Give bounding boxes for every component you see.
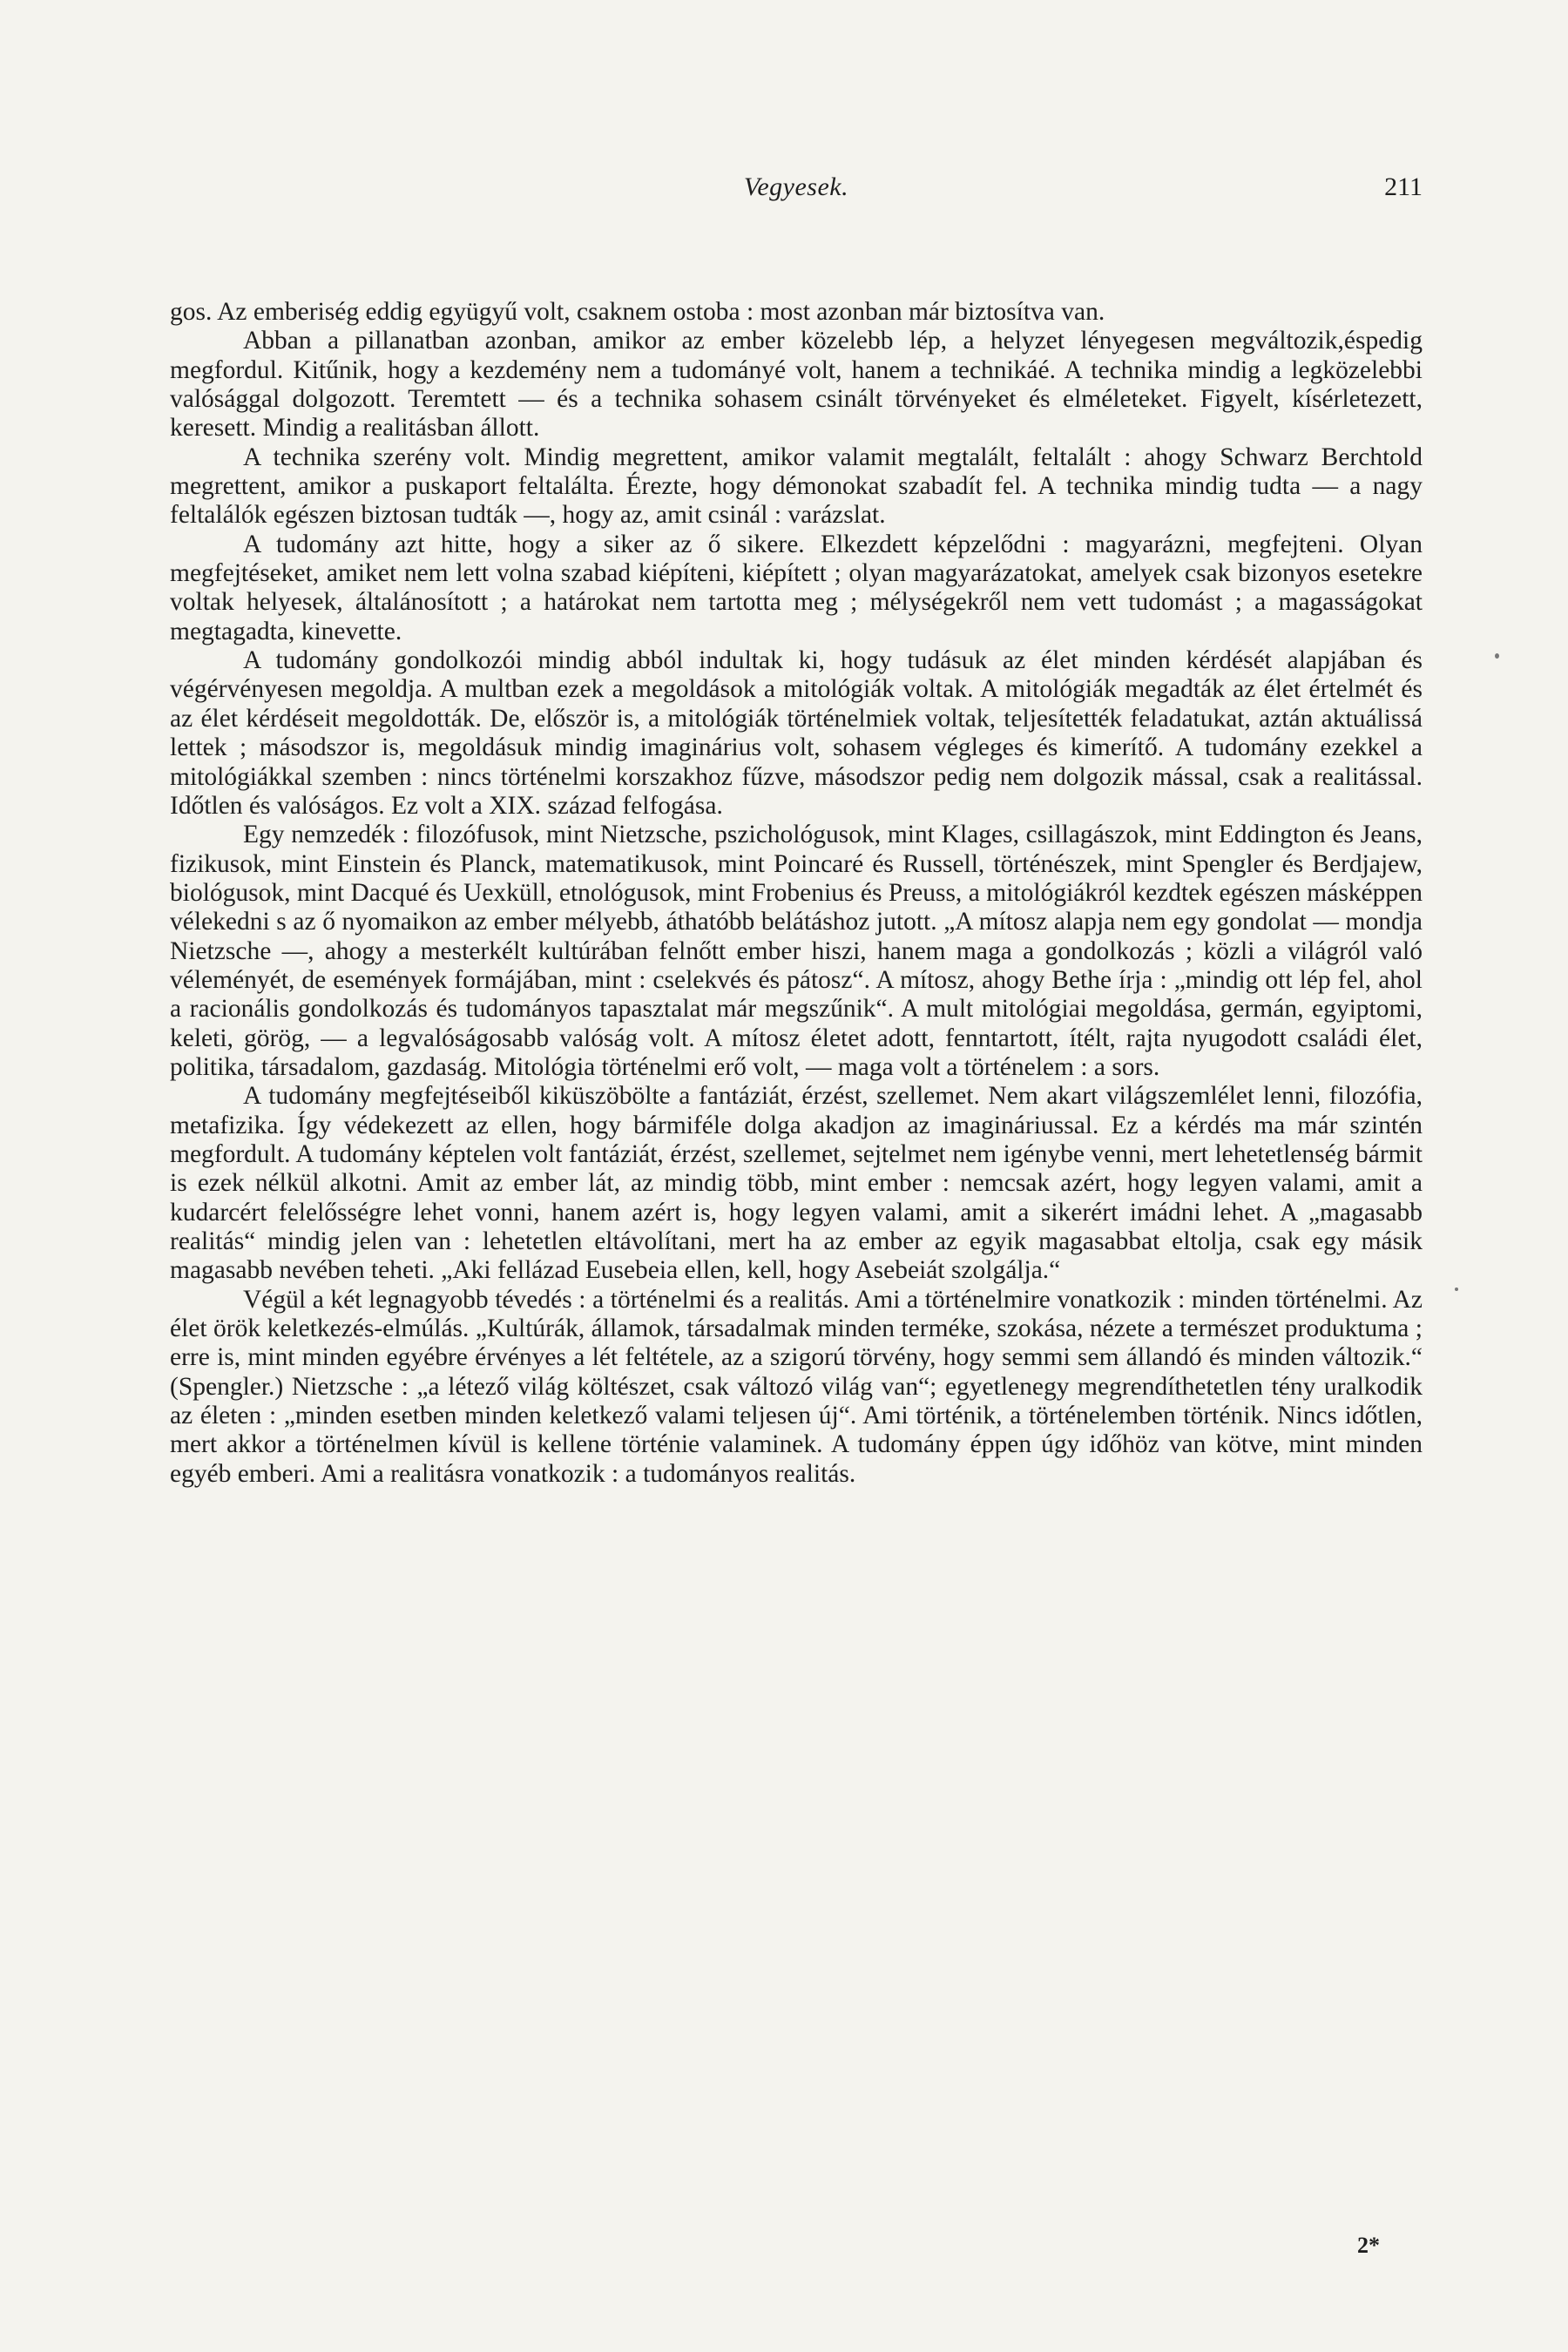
paragraph-6: Egy nemzedék : filozófusok, mint Nietzsche, pszichológusok, mint Klages, csillagászok, mint Eddington és Jeans, fizikusok, mint Einstein és Planck, matematikusok, mint Poincaré és Russell, történészek, mint Spengler és Berdjajew, biológusok, mint Dacqué és Uexküll, etnológusok, mint Frobenius és Preuss, a mitológiákról kezdtek egészen másképpen vélekedni s az ő nyomaikon az ember mélyebb, áthatóbb belátáshoz jutott. „A mítosz alapja nem egy gondolat — mondja Nietzsche —, ahogy a mesterkélt kultúrában felnőtt ember hiszi, hanem maga a gondolkozás ; közli a világról való véleményét, de események formájában, mint : cselekvés és pátosz“. A mítosz, ahogy Bethe írja : „mindig ott lép fel, ahol a racionális gondolkozás és tudományos tapasztalat már megszűnik“. A mult mitológiai megoldása, germán, egyiptomi, keleti, görög, — a legvalóságosabb valóság volt. A mítosz életet adott, fenntartott, ítélt, rajta nyugodott családi élet, politika, társadalom, gazdaság. Mitológia történelmi erő volt, — maga volt a történelem : a sors. [170, 821, 1423, 1081]
paragraph-7: A tudomány megfejtéseiből kiküszöbölte a fantáziát, érzést, szellemet. Nem akart világszemlélet lenni, filozófia, metafizika. Így védekezett az ellen, hogy bármiféle dolga akadjon az imagináriussal. Ez a kérdés ma már szintén megfordult. A tudomány képtelen volt fantáziát, érzést, szellemet, sejtelmet nem igénybe venni, mert lehetetlenség bármit is ezek nélkül alkotni. Amit az ember lát, az mindig több, mint ember : nemcsak azért, hogy legyen valami, amit a kudarcért felelősségre lehet vonni, hanem azért is, hogy legyen valami, amit a sikerért imádni lehet. A „magasabb realitás“ mindig jelen van : lehetetlen eltávolítani, mert ha az ember az egyik magasabbat eltolja, csak egy másik magasabb nevében teheti. „Aki fellázad Eusebeia ellen, kell, hogy Asebeiát szolgálja.“ [170, 1082, 1423, 1285]
signature-mark: 2* [1357, 2233, 1380, 2258]
paper-speck [1455, 1288, 1458, 1291]
running-head [170, 172, 1423, 216]
running-title: Vegyesek. [743, 172, 849, 201]
paragraph-3: A technika szerény volt. Mindig megrettent, amikor valamit megtalált, feltalált : ahogy Schwarz Berchtold megrettent, amikor a puskaport feltalálta. Érezte, hogy démonokat szabadít fel. A technika mindig tudta — a nagy feltalálók egészen biztosan tudták —, hogy az, amit csinál : varázslat. [170, 443, 1423, 530]
page-number: 211 [1384, 172, 1423, 201]
paragraph-8: Végül a két legnagyobb tévedés : a történelmi és a realitás. Ami a történelmire vonatkozik : minden történelmi. Az élet örök keletkezés-elmúlás. „Kultúrák, államok, társadalmak minden terméke, szokása, nézete a természet produktuma ; erre is, mint minden egyébre érvényes a lét feltétele, az a szigorú törvény, hogy semmi sem állandó és minden változik.“ (Spengler.) Nietzsche : „a létező világ költészet, csak változó világ van“; egyetlenegy megrendíthetetlen tény uralkodik az életen : „minden esetben minden keletkező valami teljesen új“. Ami történik, a történelemben történik. Nincs időtlen, mert akkor a történelmen kívül is kellene történie valaminek. A tudomány éppen úgy időhöz van kötve, mint minden egyéb emberi. Ami a realitásra vonatkozik : a tudományos realitás. [170, 1285, 1423, 1488]
paper-speck [1495, 653, 1499, 659]
paragraph-1: gos. Az emberiség eddig együgyű volt, csaknem ostoba : most azonban már biztosítva van. [170, 298, 1105, 326]
body-text [170, 298, 1423, 1489]
paragraph-4: A tudomány azt hitte, hogy a siker az ő sikere. Elkezdett képzelődni : magyarázni, megfejteni. Olyan megfejtéseket, amiket nem lett volna szabad kiépíteni, kiépített ; olyan magyarázatokat, amelyek csak bizonyos esetekre voltak helyesek, általánosított ; a határokat nem tartotta meg ; mélységekről nem vett tudomást ; a magasságokat megtagadta, kinevette. [170, 530, 1423, 645]
paragraph-5: A tudomány gondolkozói mindig abból indultak ki, hogy tudásuk az élet minden kérdését alapjában és végérvényesen megoldja. A multban ezek a megoldások a mitológiák voltak. A mitológiák megadták az élet értelmét és az élet kérdéseit megoldották. De, először is, a mitológiák történelmiek voltak, teljesítették feladatukat, aztán aktuálissá lettek ; másodszor is, megoldásuk mindig imaginárius volt, sohasem végleges és kimerítő. A tudomány ezekkel a mitológiákkal szemben : nincs történelmi korszakhoz fűzve, másodszor pedig nem dolgozik mással, csak a realitással. Időtlen és valóságos. Ez volt a XIX. század felfogása. [170, 646, 1423, 820]
paragraph-2: Abban a pillanatban azonban, amikor az ember közelebb lép, a helyzet lényegesen megváltozik,éspedig megfordul. Kitűnik, hogy a kezdemény nem a tudományé volt, hanem a technikáé. A technika mindig a legközelebbi valósággal dolgozott. Teremtett — és a technika sohasem csinált törvényeket és elméleteket. Figyelt, kísérletezett, keresett. Mindig a realitásban állott. [170, 327, 1423, 443]
